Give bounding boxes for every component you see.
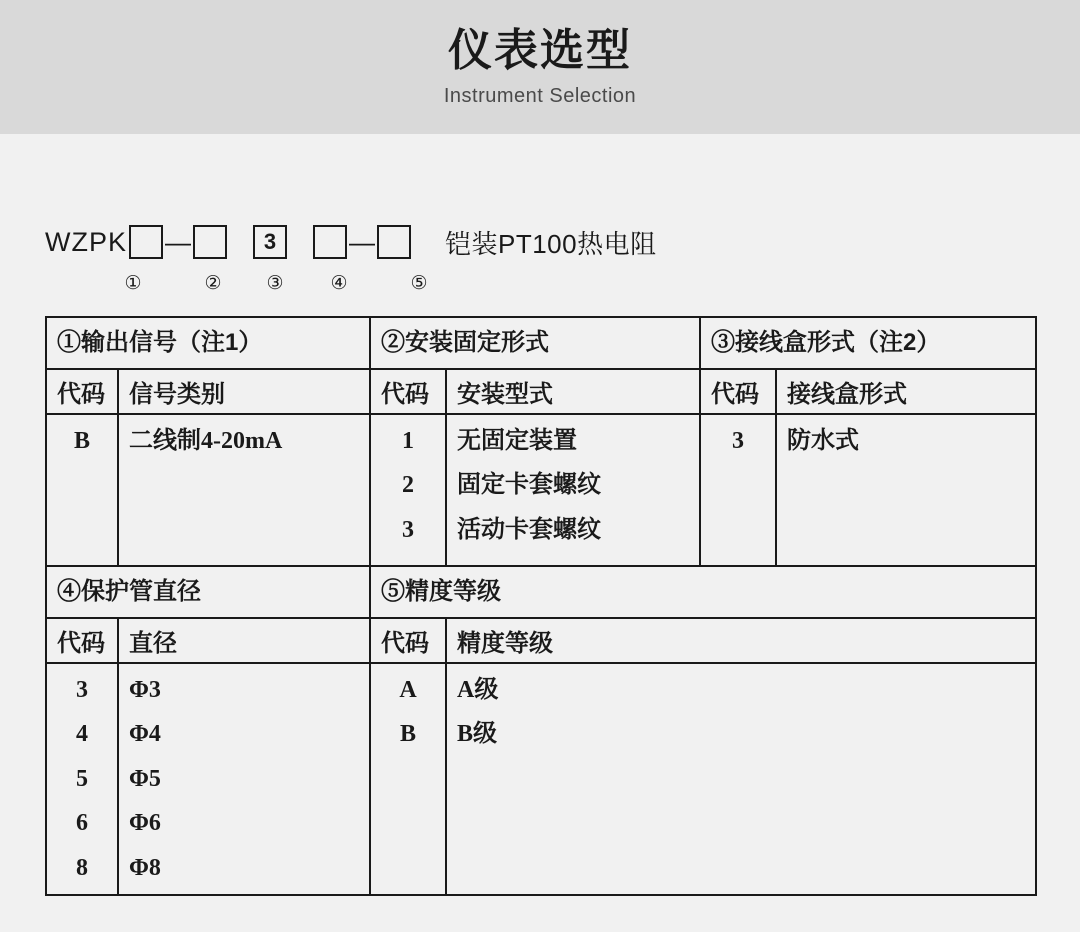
model-prefix: WZPK [45, 226, 127, 257]
col-head-value-2: 安装型式 [446, 369, 700, 414]
code-item: 4 [76, 721, 88, 748]
value-item: Φ5 [129, 765, 161, 792]
value-item: 无固定装置 [457, 428, 578, 454]
col-head-code-3: 代码 [700, 369, 776, 414]
codes-cell-2 [370, 414, 446, 566]
table-row [46, 566, 1036, 618]
model-box-2 [193, 225, 227, 259]
value-item: 固定卡套螺纹 [457, 472, 602, 499]
values-cell-3 [776, 414, 1036, 566]
page-title: 仪表选型 [448, 26, 632, 76]
code-item: 8 [76, 854, 88, 881]
model-description: 铠装PT100热电阻 [445, 228, 657, 259]
value-item: Φ3 [129, 677, 161, 703]
group-title-2: ②安装固定形式 [370, 317, 700, 369]
content-area [0, 212, 1080, 896]
group-title-4: ④保护管直径 [46, 566, 370, 618]
table-row [46, 414, 1036, 566]
code-item: 1 [402, 428, 415, 454]
value-item: B级 [457, 721, 498, 748]
table-row [46, 369, 1036, 414]
col-head-value-4: 直径 [118, 618, 370, 663]
table-row [46, 618, 1036, 663]
marker-3: ③ [266, 273, 284, 294]
codes-cell-3 [700, 414, 776, 566]
codes-cell-1 [46, 414, 118, 566]
code-item: B [399, 721, 416, 748]
values-cell-1 [118, 414, 370, 566]
code-item: 6 [76, 810, 88, 837]
col-head-value-1: 信号类别 [118, 369, 370, 414]
group-title-5: ⑤精度等级 [370, 566, 1036, 618]
value-item: A级 [457, 677, 499, 703]
model-box-1 [129, 225, 163, 259]
code-item: 3 [732, 428, 745, 454]
model-marker-row [45, 272, 1035, 306]
values-cell-5 [446, 663, 1036, 895]
code-item: A [399, 677, 417, 703]
selection-table-row-1 [45, 316, 1037, 567]
model-dash-1: — [165, 227, 191, 257]
model-box-5 [377, 225, 411, 259]
model-box-3-fixed: 3 [253, 225, 287, 259]
code-item: 3 [76, 677, 88, 703]
model-dash-2: — [349, 227, 375, 257]
value-item: 活动卡套螺纹 [457, 516, 602, 543]
marker-2: ② [204, 273, 222, 294]
group-title-3: ③接线盒形式（注2） [700, 317, 1036, 369]
col-head-value-3: 接线盒形式 [776, 369, 1036, 414]
code-item: 3 [402, 516, 415, 543]
codes-cell-5 [370, 663, 446, 895]
col-head-code-1: 代码 [46, 369, 118, 414]
value-item: 防水式 [787, 428, 860, 454]
col-head-code-5: 代码 [370, 618, 446, 663]
marker-5: ⑤ [410, 273, 428, 294]
table-row [46, 663, 1036, 895]
marker-4: ④ [330, 273, 348, 294]
values-cell-2 [446, 414, 700, 566]
code-item: 5 [76, 765, 88, 792]
values-cell-4 [118, 663, 370, 895]
value-item: 二线制4-20mA [129, 428, 283, 454]
model-code-row [45, 212, 1035, 272]
table-row [46, 317, 1036, 369]
value-item: Φ4 [129, 721, 161, 748]
group-title-1: ①输出信号（注1） [46, 317, 370, 369]
code-item: B [73, 428, 90, 454]
marker-1: ① [124, 273, 142, 294]
col-head-code-4: 代码 [46, 618, 118, 663]
value-item: Φ8 [129, 854, 161, 881]
code-item: 2 [402, 472, 415, 499]
page-header [0, 0, 1080, 134]
value-item: Φ6 [129, 810, 161, 837]
col-head-value-5: 精度等级 [446, 618, 1036, 663]
codes-cell-4 [46, 663, 118, 895]
selection-table-row-2 [45, 565, 1037, 896]
model-box-4 [313, 225, 347, 259]
col-head-code-2: 代码 [370, 369, 446, 414]
page-subtitle: Instrument Selection [443, 84, 637, 107]
